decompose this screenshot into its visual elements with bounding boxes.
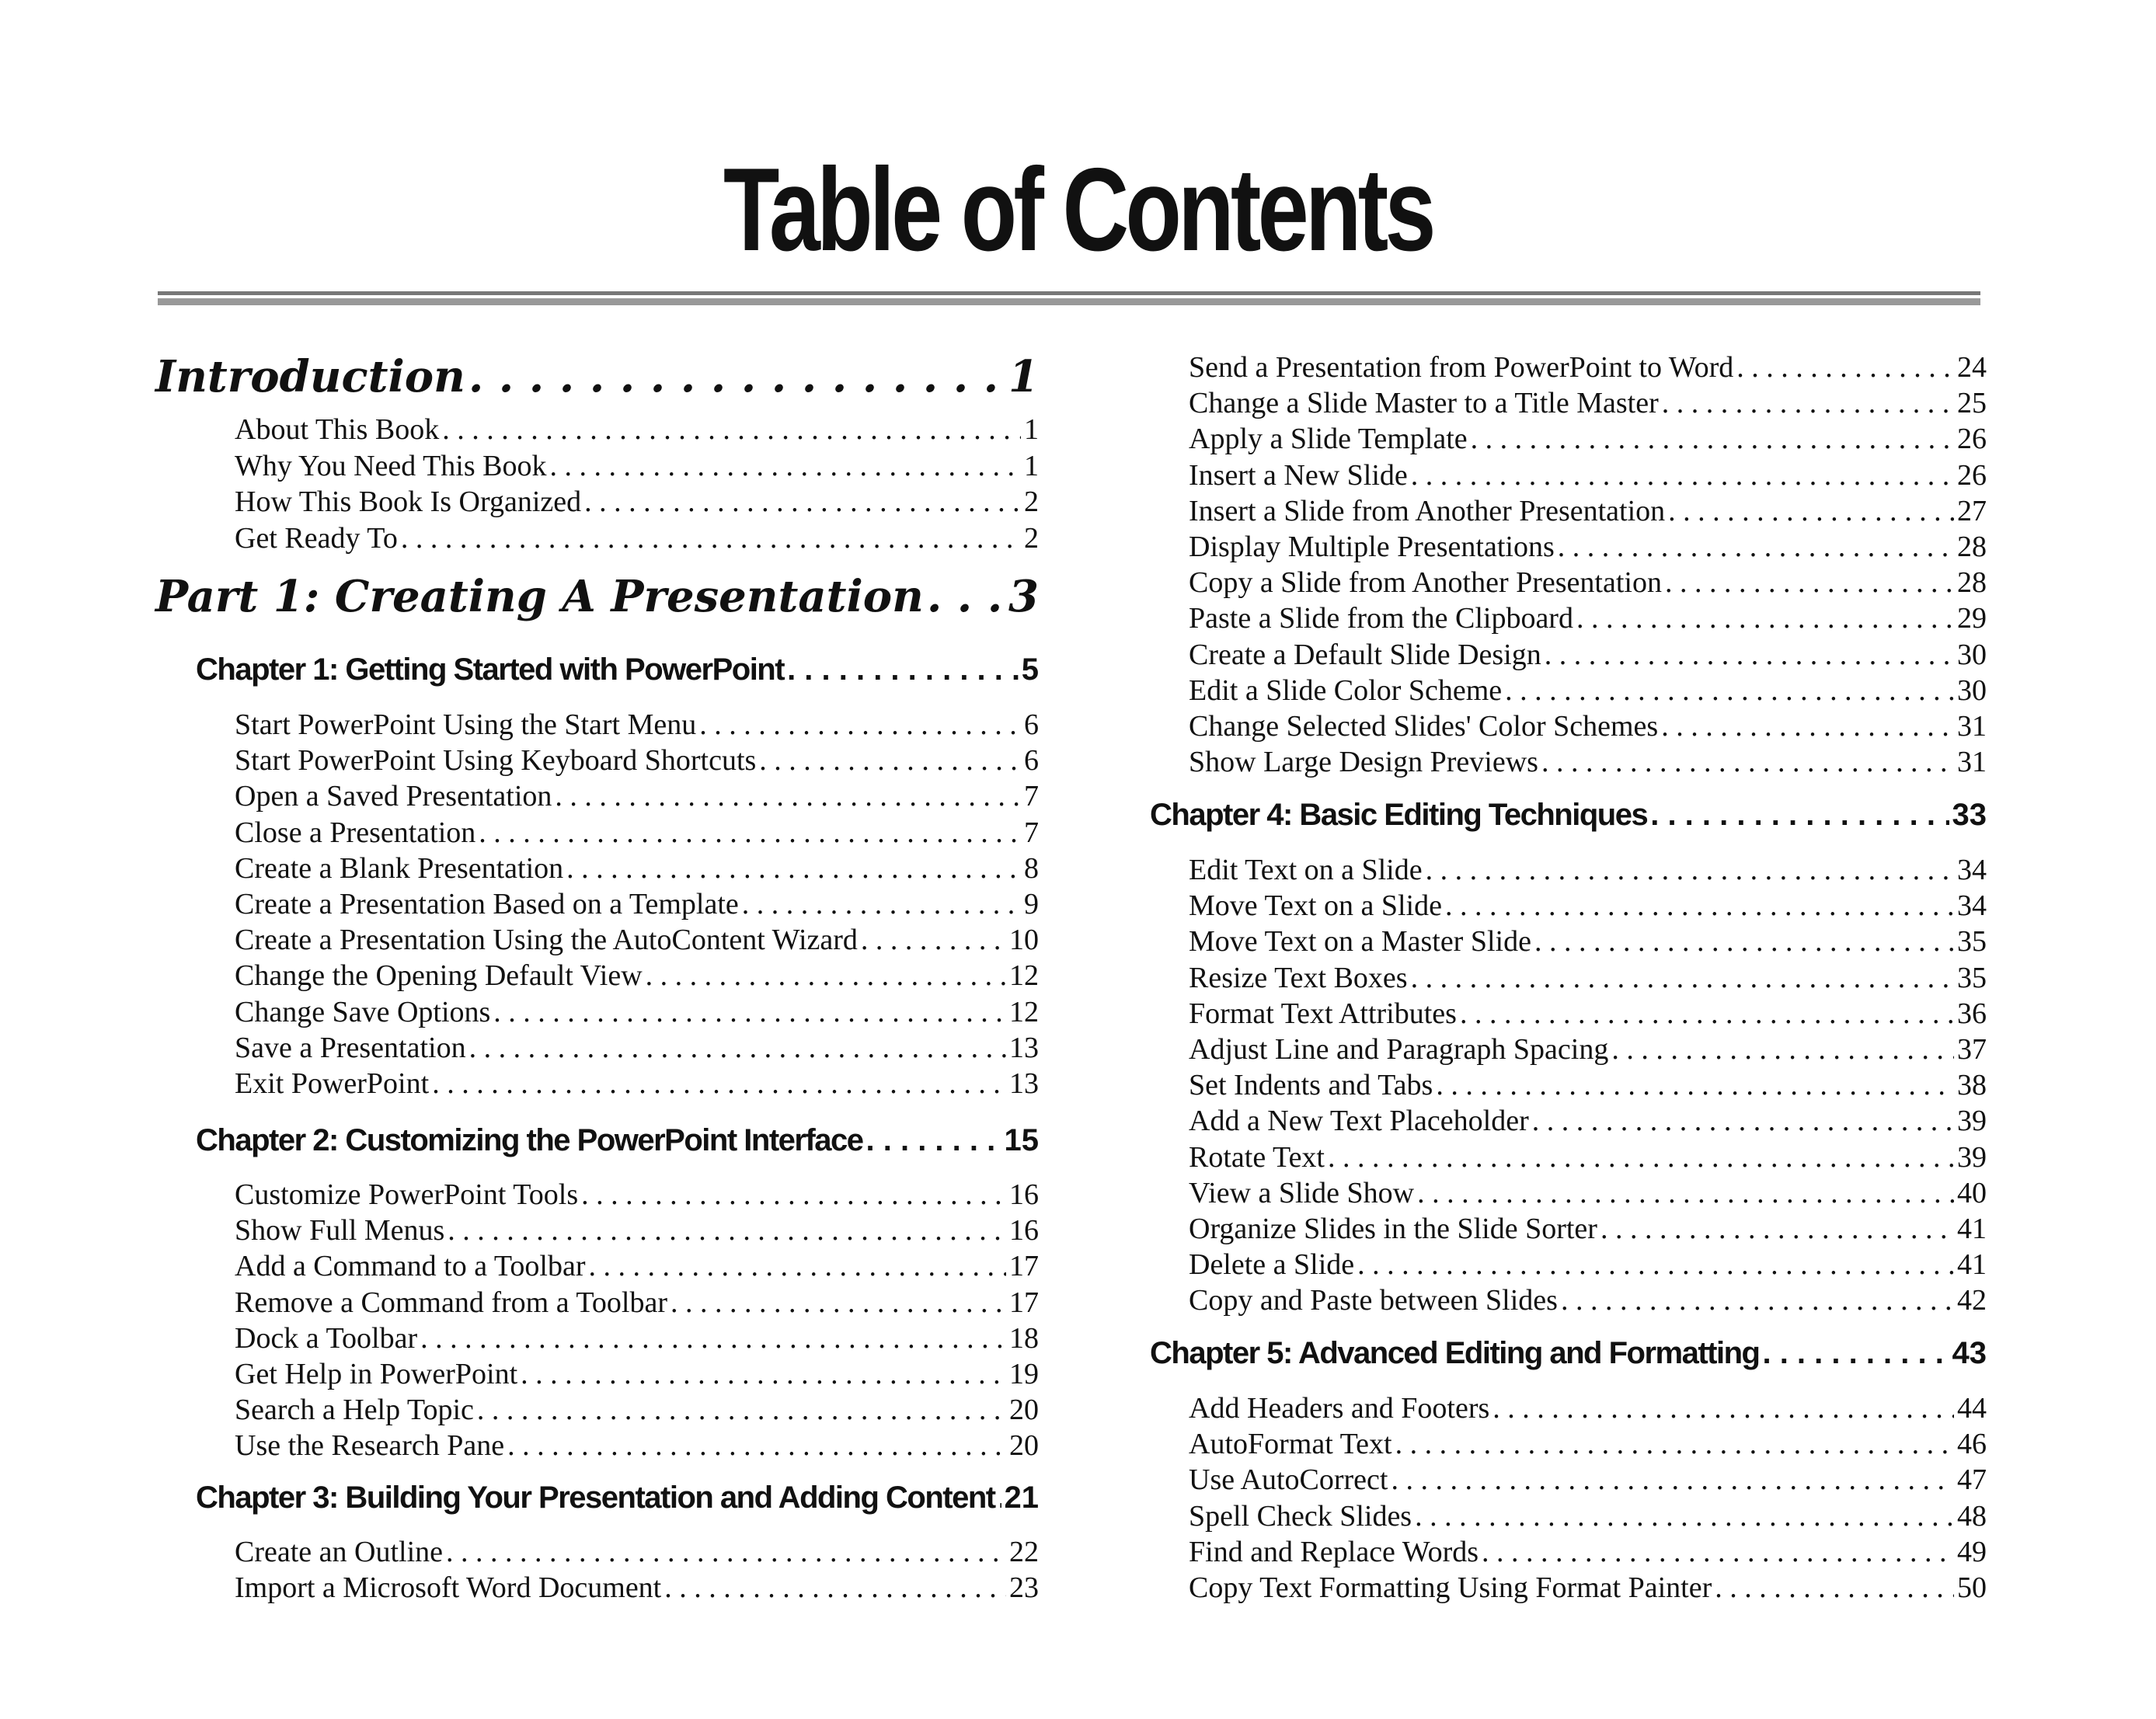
toc-entry[interactable] [235,520,1039,556]
toc-entry-title: Copy and Paste between Slides [1189,1284,1558,1317]
toc-entry-title: Change Selected Slides' Color Schemes [1189,710,1659,743]
part-heading-introduction-page: 1 [1008,351,1039,402]
dot-leader [646,958,1006,993]
toc-entry-page: 16 [1009,1178,1039,1211]
toc-entry[interactable] [235,1392,1039,1428]
toc-entry-title: Start PowerPoint Using the Start Menu [235,708,697,741]
toc-entry[interactable] [235,1285,1039,1321]
toc-entry-page: 39 [1957,1140,1987,1174]
toc-entry[interactable] [1189,1032,1987,1067]
dot-leader [493,994,1006,1030]
toc-entry-page: 2 [1024,521,1039,555]
dot-leader [432,1066,1006,1101]
toc-entry[interactable] [235,922,1039,958]
toc-entry-page: 13 [1009,1031,1039,1064]
toc-entry-page: 12 [1009,959,1039,993]
toc-entry-title: Change the Opening Default View [235,959,643,993]
toc-entry-title: Move Text on a Master Slide [1189,925,1531,959]
dot-leader [550,448,1022,484]
toc-entry-title: Set Indents and Tabs [1189,1069,1433,1102]
dot-leader [861,922,1006,958]
toc-entry-title: Add a New Text Placeholder [1189,1105,1529,1138]
toc-entry-title: Edit Text on a Slide [1189,854,1423,886]
toc-entry[interactable] [235,1428,1039,1463]
toc-entry[interactable] [235,1321,1039,1356]
dot-leader [446,1534,1006,1570]
toc-entry-page: 17 [1009,1250,1039,1283]
chapter-heading-5-page: 43 [1952,1336,1987,1370]
toc-entry[interactable] [235,484,1039,520]
toc-entry-title: Insert a Slide from Another Presentation [1189,494,1666,527]
toc-entry[interactable] [235,1356,1039,1392]
toc-entry-title: AutoFormat Text [1189,1428,1392,1461]
toc-entry-title: Paste a Slide from the Clipboard [1189,602,1573,635]
toc-entry[interactable] [235,958,1039,993]
toc-entry-page: 1 [1024,413,1039,446]
toc-entry-page: 16 [1009,1214,1039,1247]
dot-leader [469,1030,1006,1066]
toc-entry-title: Send a Presentation from PowerPoint to Word [1189,351,1734,384]
toc-entry-page: 41 [1957,1248,1987,1282]
toc-entry-title: Search a Help Topic [235,1394,474,1427]
toc-entry-page: 49 [1957,1535,1987,1568]
toc-entry-title: Get Ready To [235,521,398,555]
toc-entry-page: 25 [1957,387,1987,420]
dot-leader [670,1285,1006,1321]
toc-entry[interactable] [1189,1282,1987,1318]
toc-entry-page: 47 [1957,1463,1987,1497]
toc-entry-page: 39 [1957,1105,1987,1138]
chapter-heading-3-page: 21 [1004,1481,1039,1515]
dot-leader [1534,924,1954,959]
toc-entry-title: Create a Blank Presentation [235,851,564,885]
title-rule-thin [158,291,1980,295]
toc-entry-page: 18 [1009,1321,1039,1355]
toc-entry-title: Create a Presentation Based on a Template [235,888,739,920]
toc-entry-page: 31 [1957,710,1987,743]
chapter-heading-1[interactable] [196,651,1039,688]
toc-entry-page: 13 [1009,1067,1039,1100]
toc-entry-title: Use the Research Pane [235,1429,505,1463]
toc-entry-page: 20 [1009,1394,1039,1427]
toc-entry-page: 50 [1957,1571,1987,1604]
dot-leader [1492,1390,1954,1426]
toc-entry-title: Import a Microsoft Word Document [235,1571,662,1605]
dot-leader [1545,637,1954,673]
chapter-heading-4-page: 33 [1952,798,1987,832]
dot-leader [1482,1534,1954,1570]
toc-entry[interactable] [235,815,1039,851]
chapter-heading-1-title: Chapter 1: Getting Started with PowerPoint [196,652,785,687]
toc-entry-page: 46 [1957,1428,1987,1461]
toc-entry-page: 9 [1024,888,1039,920]
dot-leader [1445,888,1954,924]
part-heading-introduction-title: Introduction [155,351,465,402]
toc-entry-page: 35 [1957,925,1987,959]
toc-entry-title: Insert a New Slide [1189,458,1408,492]
toc-entry-title: Save a Presentation [235,1031,466,1064]
toc-entry-title: Close a Presentation [235,816,476,849]
toc-entry[interactable] [1189,1211,1987,1247]
part-heading-part1-title: Part 1: Creating A Presentation [155,571,924,622]
toc-entry[interactable] [1189,852,1987,888]
toc-entry-page: 35 [1957,961,1987,994]
toc-entry[interactable] [1189,1462,1987,1498]
title-rule-thick [158,298,1980,305]
toc-entry[interactable] [1189,637,1987,673]
toc-entry-title: About This Book [235,413,440,446]
toc-entry[interactable] [1189,1570,1987,1606]
toc-entry[interactable] [235,778,1039,814]
toc-entry-title: Organize Slides in the Slide Sorter [1189,1213,1597,1245]
dot-leader [998,1479,1001,1516]
toc-entry-page: 20 [1009,1429,1039,1463]
toc-entry-title: Exit PowerPoint [235,1067,430,1100]
toc-entry[interactable] [1189,458,1987,493]
toc-entry-page: 31 [1957,746,1987,779]
chapter-heading-5-title: Chapter 5: Advanced Editing and Formatting [1150,1336,1760,1370]
dot-leader [1460,996,1954,1032]
toc-entry[interactable] [1189,1498,1987,1534]
dot-leader [866,1122,1001,1159]
toc-entry-title: Create a Presentation Using the AutoContent Wizard [235,924,858,957]
dot-leader [1561,1282,1954,1318]
toc-entry-page: 30 [1957,638,1987,671]
toc-entry[interactable] [1189,385,1987,421]
toc-entry-page: 34 [1957,889,1987,923]
dot-leader [1762,1334,1949,1372]
dot-leader [468,351,1005,402]
dot-leader [927,571,1005,622]
toc-entry-page: 27 [1957,494,1987,527]
toc-entry-title: Customize PowerPoint Tools [235,1178,579,1211]
toc-entry-title: Add a Command to a Toolbar [235,1250,586,1283]
dot-leader [566,851,1021,886]
toc-entry-page: 1 [1024,449,1039,482]
toc-entry-page: 41 [1957,1213,1987,1245]
dot-leader [1391,1462,1954,1498]
toc-entry-page: 30 [1957,673,1987,707]
toc-entry-title: Format Text Attributes [1189,997,1457,1030]
dot-leader [1436,1067,1954,1103]
toc-entry-page: 29 [1957,602,1987,635]
toc-entry[interactable] [235,886,1039,922]
toc-entry-title: Apply a Slide Template [1189,423,1468,456]
toc-entry-page: 8 [1024,851,1039,885]
dot-leader [507,1428,1006,1463]
dot-leader [1600,1211,1954,1247]
toc-entry-title: Move Text on a Slide [1189,889,1442,923]
toc-entry-page: 23 [1009,1571,1039,1605]
toc-entry[interactable] [1189,1534,1987,1570]
dot-leader [742,886,1021,922]
toc-entry[interactable] [1189,996,1987,1032]
toc-entry-page: 28 [1957,566,1987,600]
toc-entry-title: Use AutoCorrect [1189,1463,1388,1497]
dot-leader [1471,421,1954,457]
dot-leader [1650,796,1949,833]
dot-leader [1426,852,1954,888]
dot-leader [1395,1426,1954,1462]
dot-leader [420,1321,1006,1356]
toc-entry-title: Create a Default Slide Design [1189,638,1541,671]
dot-leader [477,1392,1006,1428]
toc-entry-page: 7 [1024,780,1039,813]
toc-entry-page: 2 [1024,485,1039,518]
toc-entry-page: 7 [1024,816,1039,849]
toc-entry-page: 26 [1957,423,1987,456]
toc-entry[interactable] [235,1534,1039,1570]
toc-entry[interactable] [1189,600,1987,636]
dot-leader [401,520,1021,556]
dot-leader [479,815,1021,851]
toc-entry-page: 42 [1957,1284,1987,1317]
toc-entry-title: Create an Outline [235,1536,444,1568]
dot-leader [1415,1498,1954,1534]
toc-entry-title: Remove a Command from a Toolbar [235,1286,668,1319]
toc-entry-title: Show Full Menus [235,1214,445,1247]
toc-entry-page: 44 [1957,1392,1987,1425]
toc-entry[interactable] [235,412,1039,447]
toc-entry[interactable] [1189,421,1987,457]
dot-leader [521,1356,1006,1392]
toc-entry[interactable] [1189,708,1987,744]
dot-leader [1736,350,1954,385]
toc-entry-title: View a Slide Show [1189,1176,1415,1209]
page-title: Table of Contents [723,144,1433,276]
toc-entry[interactable] [235,1177,1039,1213]
toc-entry-page: 24 [1957,351,1987,384]
toc-entry[interactable] [1189,493,1987,529]
toc-entry-title: Resize Text Boxes [1189,961,1408,994]
dot-leader [787,651,1019,688]
toc-entry-page: 40 [1957,1176,1987,1209]
toc-entry-title: Edit a Slide Color Scheme [1189,673,1503,707]
toc-entry[interactable] [235,1248,1039,1284]
toc-entry-title: Why You Need This Book [235,449,547,482]
dot-leader [1558,529,1954,565]
toc-entry-page: 6 [1024,708,1039,741]
toc-entry[interactable] [235,1066,1039,1101]
toc-entry[interactable] [1189,960,1987,996]
toc-entry[interactable] [1189,1426,1987,1462]
chapter-heading-3[interactable] [196,1479,1039,1516]
part-heading-part1-page: 3 [1008,571,1039,622]
chapter-heading-4[interactable] [1150,796,1987,833]
toc-entry[interactable] [1189,924,1987,959]
toc-entry-page: 26 [1957,458,1987,492]
dot-leader [442,412,1021,447]
chapter-heading-2-title: Chapter 2: Customizing the PowerPoint Interface [196,1123,863,1157]
toc-entry[interactable] [1189,1140,1987,1175]
toc-entry-page: 37 [1957,1033,1987,1066]
title-rule [158,291,1980,305]
dot-leader [1411,458,1954,493]
toc-entry[interactable] [235,1030,1039,1066]
toc-entry-title: Rotate Text [1189,1140,1325,1174]
toc-entry-title: Spell Check Slides [1189,1499,1412,1533]
chapter-heading-2[interactable] [196,1122,1039,1159]
dot-leader [1505,673,1954,708]
toc-entry-page: 22 [1009,1536,1039,1568]
dot-leader [1411,960,1954,996]
dot-leader [1661,708,1954,744]
dot-leader [664,1570,1006,1606]
toc-entry[interactable] [1189,888,1987,924]
toc-entry[interactable] [235,448,1039,484]
toc-entry-title: Open a Saved Presentation [235,780,552,813]
toc-entry[interactable] [235,707,1039,743]
toc-entry-title: Delete a Slide [1189,1248,1355,1282]
dot-leader [759,743,1021,778]
toc-entry-page: 17 [1009,1286,1039,1319]
toc-entry-page: 6 [1024,744,1039,778]
chapter-heading-4-title: Chapter 4: Basic Editing Techniques [1150,798,1648,832]
toc-entry[interactable] [1189,1175,1987,1211]
toc-entry-page: 28 [1957,531,1987,563]
toc-entry[interactable] [1189,350,1987,385]
dot-leader [555,778,1021,814]
dot-leader [699,707,1021,743]
toc-entry[interactable] [235,743,1039,778]
toc-entry-page: 34 [1957,854,1987,886]
dot-leader [581,1177,1006,1213]
chapter-heading-3-title: Chapter 3: Building Your Presentation and Adding Content [196,1481,995,1515]
toc-entry-title: Display Multiple Presentations [1189,531,1555,563]
toc-entry[interactable] [1189,744,1987,780]
toc-entry-title: Change Save Options [235,995,491,1028]
toc-entry-title: Change a Slide Master to a Title Master [1189,387,1659,420]
toc-entry-page: 12 [1009,995,1039,1028]
dot-leader [1417,1175,1954,1211]
toc-entry-title: Get Help in PowerPoint [235,1358,518,1390]
dot-leader [1668,493,1954,529]
chapter-heading-2-page: 15 [1004,1123,1039,1157]
toc-entry-title: How This Book Is Organized [235,485,582,518]
toc-entry-title: Show Large Design Previews [1189,746,1538,779]
dot-leader [1541,744,1954,780]
toc-entry-title: Dock a Toolbar [235,1321,418,1355]
dot-leader [1576,600,1954,636]
dot-leader [584,484,1021,520]
chapter-heading-1-page: 5 [1021,652,1039,687]
part-heading-part1[interactable] [155,571,1039,622]
toc-entry-title: Add Headers and Footers [1189,1392,1490,1425]
toc-entry[interactable] [1189,1067,1987,1103]
toc-entry-page: 36 [1957,997,1987,1030]
dot-leader [1662,385,1954,421]
toc-entry-page: 38 [1957,1069,1987,1102]
toc-entry-page: 19 [1009,1358,1039,1390]
toc-entry-page: 10 [1009,924,1039,957]
chapter-heading-5[interactable] [1150,1334,1987,1372]
toc-entry[interactable] [235,994,1039,1030]
dot-leader [448,1213,1006,1248]
toc-entry[interactable] [235,1213,1039,1248]
dot-leader [589,1248,1006,1284]
toc-entry[interactable] [1189,529,1987,565]
toc-entry-page: 48 [1957,1499,1987,1533]
dot-leader [1665,565,1954,600]
toc-entry-title: Copy a Slide from Another Presentation [1189,566,1662,600]
toc-entry[interactable] [1189,673,1987,708]
dot-leader [1611,1032,1954,1067]
toc-entry-title: Copy Text Formatting Using Format Painter [1189,1571,1712,1604]
toc-entry[interactable] [1189,1390,1987,1426]
dot-leader [1328,1140,1954,1175]
dot-leader [1357,1247,1954,1282]
dot-leader [1715,1570,1954,1606]
toc-entry-title: Adjust Line and Paragraph Spacing [1189,1033,1609,1066]
toc-entry-title: Find and Replace Words [1189,1535,1479,1568]
toc-entry[interactable] [235,1570,1039,1606]
dot-leader [1532,1103,1954,1139]
toc-entry[interactable] [1189,565,1987,600]
toc-entry[interactable] [235,851,1039,886]
toc-entry-title: Start PowerPoint Using Keyboard Shortcuts [235,744,757,778]
part-heading-introduction[interactable] [155,351,1039,402]
toc-entry[interactable] [1189,1103,1987,1139]
toc-entry[interactable] [1189,1247,1987,1282]
